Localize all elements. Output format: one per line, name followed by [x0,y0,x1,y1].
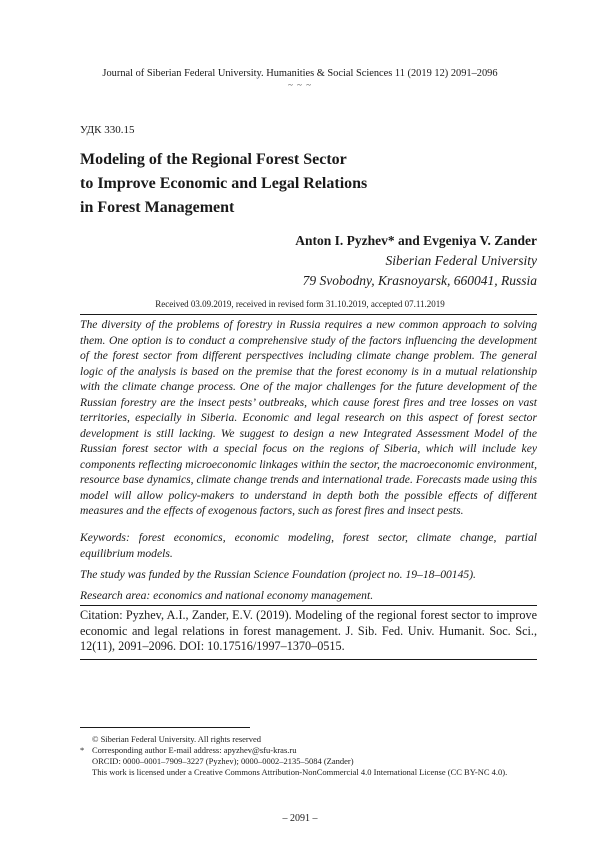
footnote-mark: * [80,745,85,755]
title-line: Modeling of the Regional Forest Sector [80,151,347,168]
citation: Citation: Pyzhev, A.I., Zander, E.V. (2019). Modeling of the regional forest sector to improve economic and legal relations in forest management. J. Sib. Fed. Univ. Humanit. Soc. Sci., 12(11), 2091–2096. DOI: 10.17516/1997–1370–0515. [80,608,537,653]
research-area: Research area: economics and national economy management. [80,589,374,602]
copyright-note [80,734,540,745]
corresponding-text: Corresponding author E-mail address: apyzhev@sfu-kras.ru [92,745,297,755]
author-block [295,231,537,291]
license-text: This work is licensed under a Creative Commons Attribution-NonCommercial 4.0 International License (CC BY-NC 4.0). [92,767,508,777]
udk-code: УДК 330.15 [80,124,135,136]
author-affiliation: Siberian Federal University [385,253,537,268]
title-line: to Improve Economic and Legal Relations [80,175,368,192]
header-separator: ~ ~ ~ [287,80,313,90]
keywords: Keywords: forest economics, economic modeling, forest sector, climate change, partial equilibrium models. [80,531,537,560]
author-names: Anton I. Pyzhev* and Evgeniya V. Zander [295,233,537,248]
page-number: – 2091 – [282,813,318,824]
footnotes [80,734,540,778]
corresponding-note [80,745,540,756]
author-address: 79 Svobodny, Krasnoyarsk, 660041, Russia [302,273,537,288]
received-dates: Received 03.09.2019, received in revised form 31.10.2019, accepted 07.11.2019 [155,299,445,309]
divider [80,314,537,315]
article-title [80,148,367,220]
divider [80,605,537,606]
footnote-rule [80,727,250,728]
orcid-text: ORCID: 0000–0001–7909–3227 (Pyzhev); 0000–0002–2135–5084 (Zander) [92,756,354,766]
license-note [80,767,540,778]
journal-header: Journal of Siberian Federal University. Humanities & Social Sciences 11 (2019 12) 2091–2096 [102,68,498,79]
copyright-text: © Siberian Federal University. All rights reserved [92,734,262,744]
orcid-note [80,756,540,767]
divider [80,659,537,660]
title-line: in Forest Management [80,199,235,216]
abstract: The diversity of the problems of forestry in Russia requires a new common approach to solving them. One option is to conduct a comprehensive study of the factors influencing the development of the forest sector from different perspectives including climate change problem. The general logic of the analysis is based on the premise that the forest economy is in a mutual relationship with the climate change process. One of the major challenges for the future development of the Russian forestry are the insect pests’ outbreaks, which cause forest fires and tree losses on vast territories, especially in Siberia. Economic and legal research on this aspect of forest sector development is still lacking. We suggest to design a new Integrated Assessment Model of the Russian forest sector with a special focus on the regions of Siberia, which will include key components reflecting microeconomic linkages within the sector, the macroeconomic environment, resource base dynamics, climate change trends and international trade. Forecasts made using this model will allow policy-makers to understand in depth both the possible effects of different measures and the effects of exogenous factors, such as forest fires and insect pests. [80,318,537,517]
funding-note: The study was funded by the Russian Science Foundation (project no. 19–18–00145). [80,568,476,581]
